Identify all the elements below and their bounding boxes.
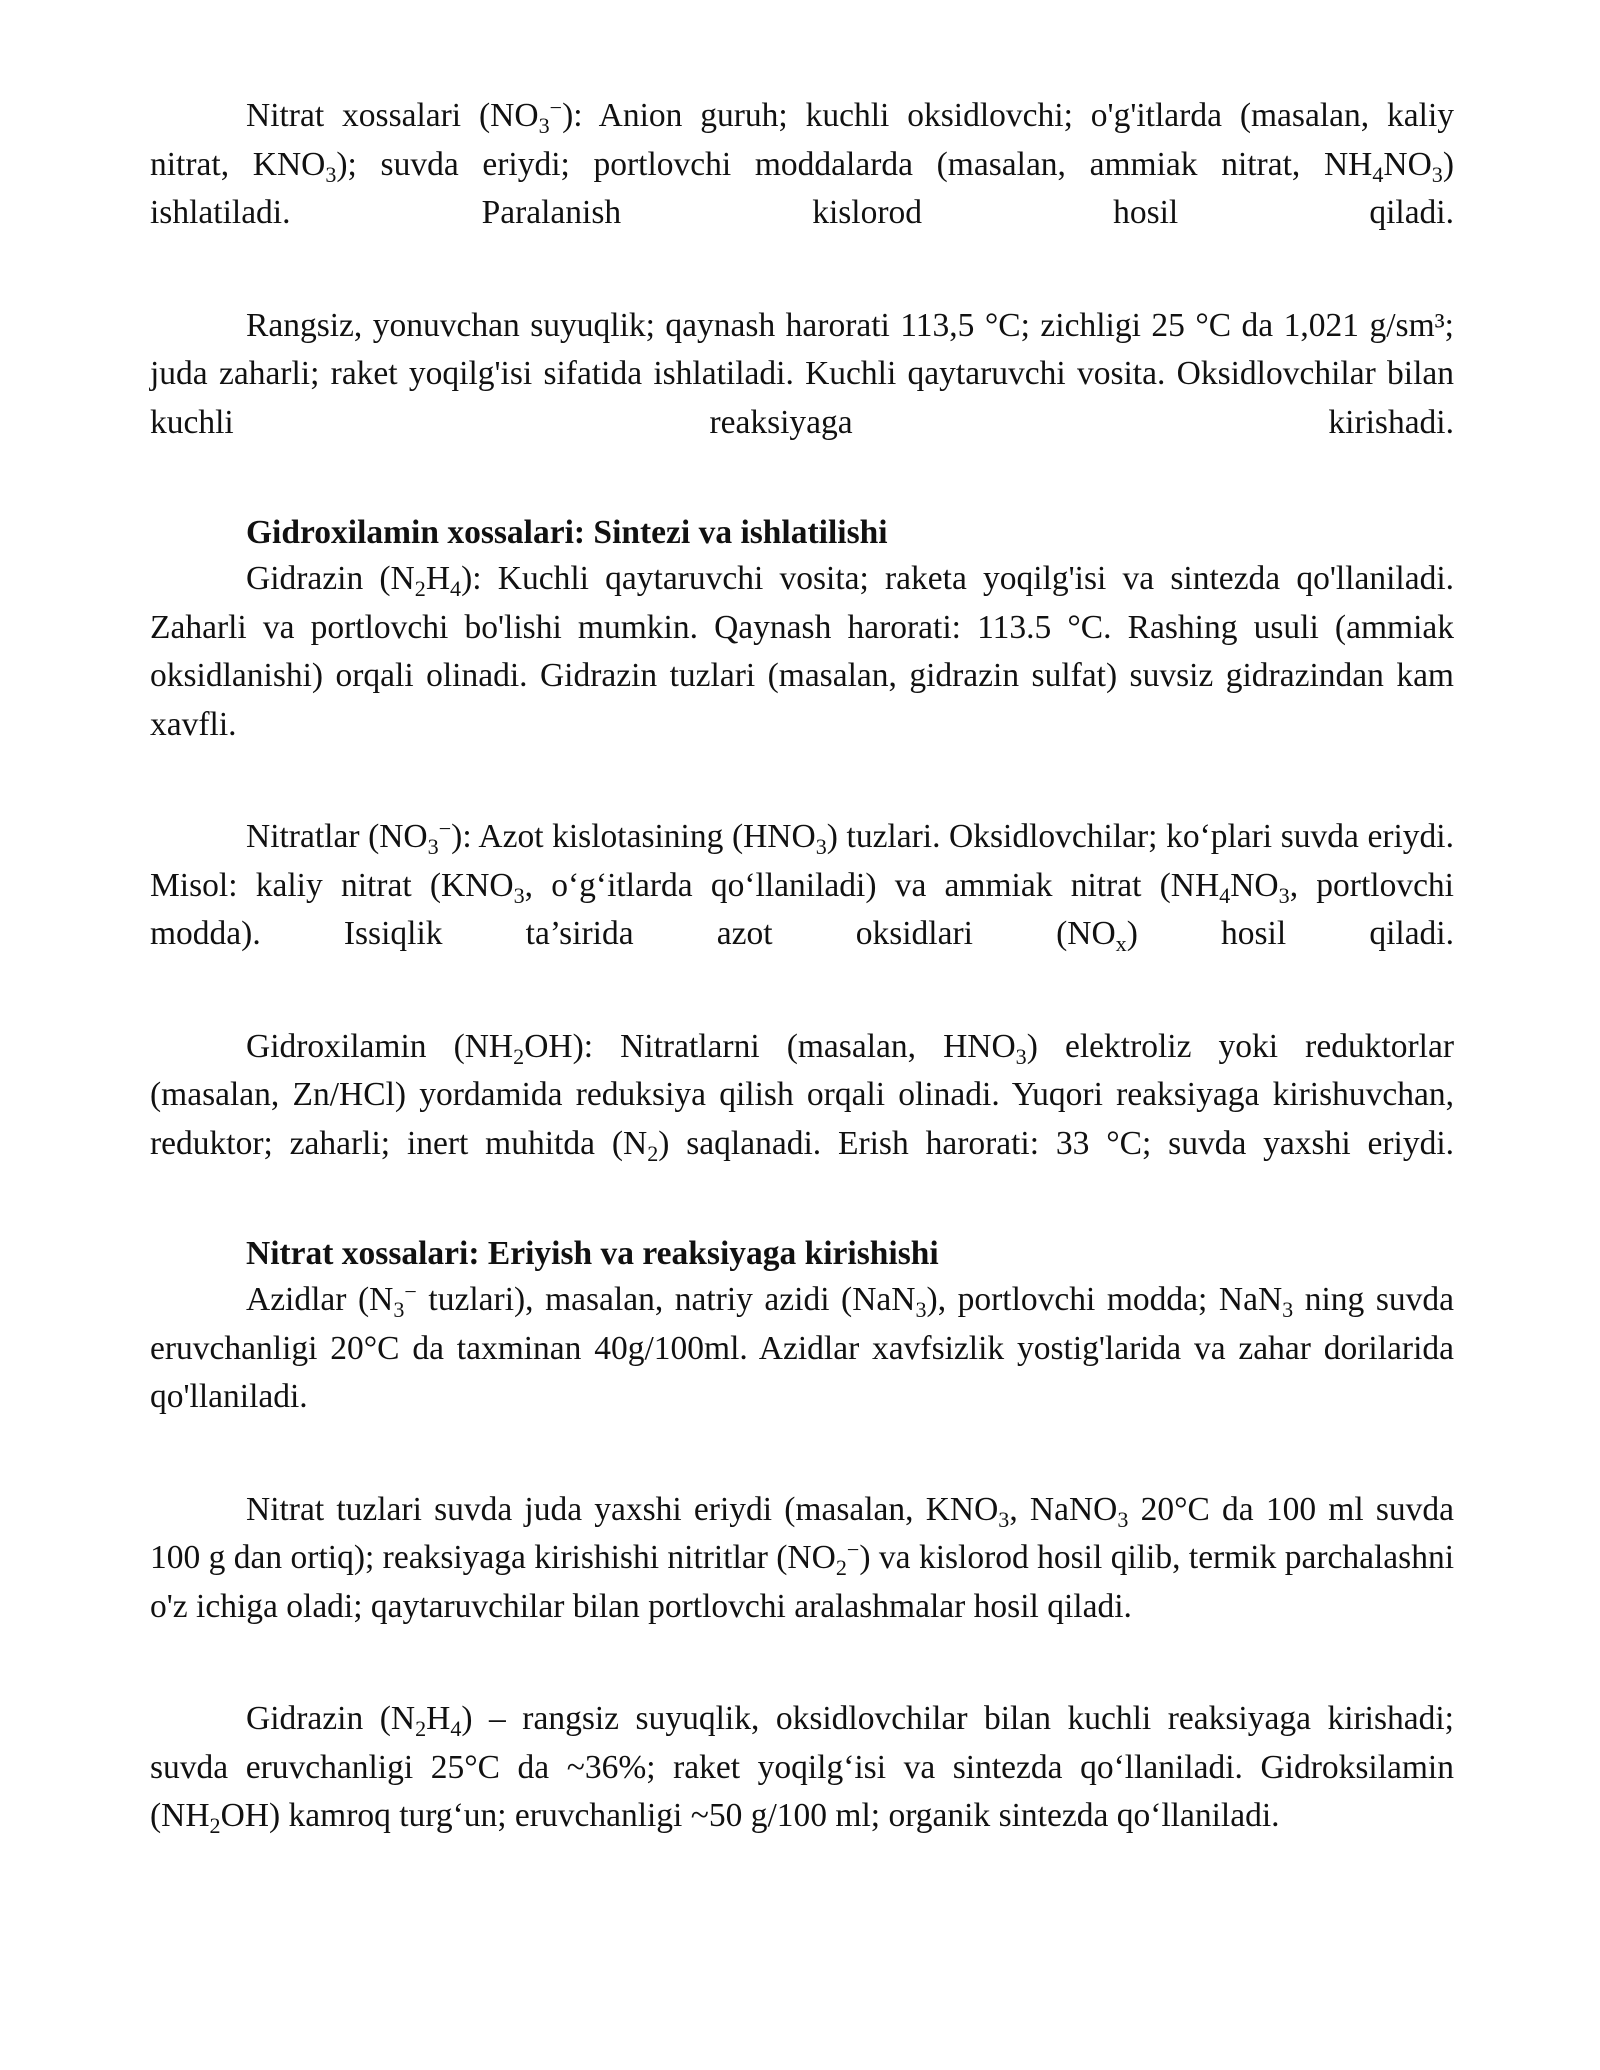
text-run: , o‘g‘itlarda qo‘llaniladi) va ammiak nitrat (NH — [524, 866, 1220, 904]
subscript: 2 — [835, 1555, 847, 1581]
text-run: Nitratlar (NO — [246, 818, 428, 855]
text-run: OH): Nitratlarni (masalan, HNO — [524, 1027, 1016, 1065]
subscript: 3 — [513, 882, 525, 908]
subscript: 2 — [415, 1716, 427, 1742]
text-run: ) hosil qiladi. — [1126, 915, 1454, 952]
subscript: 3 — [815, 834, 827, 860]
paragraph-rangsiz — [150, 302, 1454, 448]
text-run: ) ishlatiladi. Paralanish kislorod hosil qiladi. — [150, 145, 1454, 231]
subscript: 3 — [915, 1297, 927, 1323]
text-run: Azidlar (N — [246, 1281, 394, 1318]
subscript: 2 — [414, 576, 426, 602]
paragraph-gidrazin-suyuqlik — [150, 1695, 1454, 1841]
paragraph-spacer — [150, 1631, 1454, 1695]
subscript: 3 — [393, 1297, 405, 1323]
subscript: 2 — [209, 1813, 221, 1839]
text-run: OH) kamroq turg‘un; eruvchanligi ~50 g/100 ml; organik sintezda qo‘llaniladi. — [220, 1797, 1280, 1834]
text-run: , portlovchi modda). Issiqlik ta’sirida azot oksidlari (NO — [150, 866, 1454, 952]
document-page — [150, 92, 1454, 1841]
subscript: 3 — [1431, 161, 1443, 187]
subscript: 3 — [998, 1506, 1010, 1532]
paragraph-spacer — [150, 1168, 1454, 1232]
superscript: − — [438, 815, 452, 841]
paragraph-nitrat-xossalari — [150, 92, 1454, 238]
section-heading-gidroxilamin: Gidroxilamin xossalari: Sintezi va ishlatilishi — [246, 514, 888, 551]
subscript: 3 — [427, 834, 439, 860]
text-run: 20°C da 100 ml suvda 100 g dan ortiq); reaksiyaga kirishishi nitritlar (NO — [150, 1490, 1454, 1576]
text-run: NO — [1230, 866, 1279, 904]
text-run: Gidrazin (N — [246, 1700, 416, 1737]
text-run: Gidrazin (N — [246, 560, 415, 597]
paragraph-spacer — [150, 959, 1454, 1023]
paragraph-spacer — [150, 749, 1454, 813]
text-run: ); suvda eriydi; portlovchi moddalarda (masalan, ammiak nitrat, NH — [336, 145, 1373, 183]
paragraph-azidlar — [150, 1276, 1454, 1422]
text-run: , NaNO — [1009, 1490, 1118, 1528]
paragraph-gidroxilamin — [150, 1023, 1454, 1169]
text-run: H — [425, 560, 451, 597]
section-heading-nitrat: Nitrat xossalari: Eriyish va reaksiyaga kirishishi — [246, 1235, 939, 1272]
subscript: 4 — [450, 576, 462, 602]
subscript: 3 — [1015, 1043, 1027, 1069]
text-run: ) va kislorod hosil qilib, termik parchalashni o'z ichiga oladi; qaytaruvchilar bilan portlovchi aralashmalar hosil qiladi. — [150, 1539, 1455, 1625]
subscript: 4 — [1219, 882, 1231, 908]
text-run: ) saqlanadi. Erish harorati: 33 °C; suvda yaxshi eriydi. — [658, 1124, 1454, 1162]
paragraph-nitratlar — [150, 813, 1454, 959]
text-run: ), portlovchi modda; NaN — [926, 1281, 1283, 1318]
subscript: 3 — [325, 161, 337, 187]
subscript: 2 — [513, 1043, 525, 1069]
text-run: ): Kuchli qaytaruvchi vosita; raketa yoqilg'isi va sintezda qo'llaniladi. Zaharli va portlovchi bo'lishi mumkin. Qaynash harorati: 113.5 °C. Rashing usuli (ammiak oksidlanishi) orqali olinadi. Gidrazin tuzlari (masalan, gidrazin sulfat) suvsiz gidrazindan kam xavfli. — [150, 560, 1454, 743]
text-run: ): Azot kislotasining (HNO — [451, 818, 816, 855]
subscript: 3 — [1278, 882, 1290, 908]
subscript: x — [1115, 931, 1127, 957]
text-run: ) – rangsiz suyuqlik, oksidlovchilar bilan kuchli reaksiyaga kirishadi; suvda eruvchanligi 25°C da ~36%; raket yoqilg‘isi va sintezda qo‘llaniladi. Gidroksilamin (NH — [150, 1700, 1454, 1834]
superscript: − — [846, 1536, 860, 1562]
subscript: 4 — [450, 1716, 462, 1742]
text-run: Rangsiz, yonuvchan suyuqlik; qaynash harorati 113,5 °C; zichligi 25 °C da 1,021 g/sm³; juda zaharli; raket yoqilg'isi sifatida ishlatiladi. Kuchli qaytaruvchi vosita. Oksidlovchilar bilan kuchli reaksiyaga kirishadi. — [150, 306, 1454, 441]
subscript: 3 — [1282, 1297, 1294, 1323]
text-run: tuzlari), masalan, natriy azidi (NaN — [416, 1281, 916, 1318]
text-run: ) tuzlari. Oksidlovchilar; ko‘plari suvda eriydi. Misol: kaliy nitrat (KNO — [150, 818, 1454, 904]
paragraph-spacer — [150, 238, 1454, 302]
paragraph-gidrazin — [150, 555, 1454, 749]
paragraph-nitrat-tuzlari — [150, 1486, 1454, 1632]
text-run: ): Anion guruh; kuchli oksidlovchi; o'g'itlarda (masalan, kaliy nitrat, KNO — [150, 97, 1454, 183]
superscript: − — [549, 94, 563, 120]
superscript: − — [404, 1278, 417, 1304]
subscript: 3 — [538, 113, 550, 139]
text-run: ning suvda eruvchanligi 20°C da taxminan 40g/100ml. Azidlar xavfsizlik yostig'larida va zahar dorilarida qo'llaniladi. — [150, 1281, 1454, 1415]
subscript: 3 — [1117, 1506, 1129, 1532]
text-run: Nitrat xossalari (NO — [246, 97, 539, 134]
text-run: NO — [1383, 145, 1432, 183]
subscript: 2 — [647, 1140, 659, 1166]
text-run: Nitrat tuzlari suvda juda yaxshi eriydi (masalan, KNO — [246, 1490, 999, 1528]
subscript: 4 — [1372, 161, 1384, 187]
paragraph-spacer — [150, 447, 1454, 511]
text-run: Gidroxilamin (NH — [246, 1027, 514, 1065]
text-run: H — [426, 1700, 451, 1737]
paragraph-spacer — [150, 1422, 1454, 1486]
text-run: ) elektroliz yoki reduktorlar (masalan, Zn/HCl) yordamida reduksiya qilish orqali olinadi. Yuqori reaksiyaga kirishuvchan, reduktor; zaharli; inert muhitda (N — [150, 1027, 1454, 1162]
